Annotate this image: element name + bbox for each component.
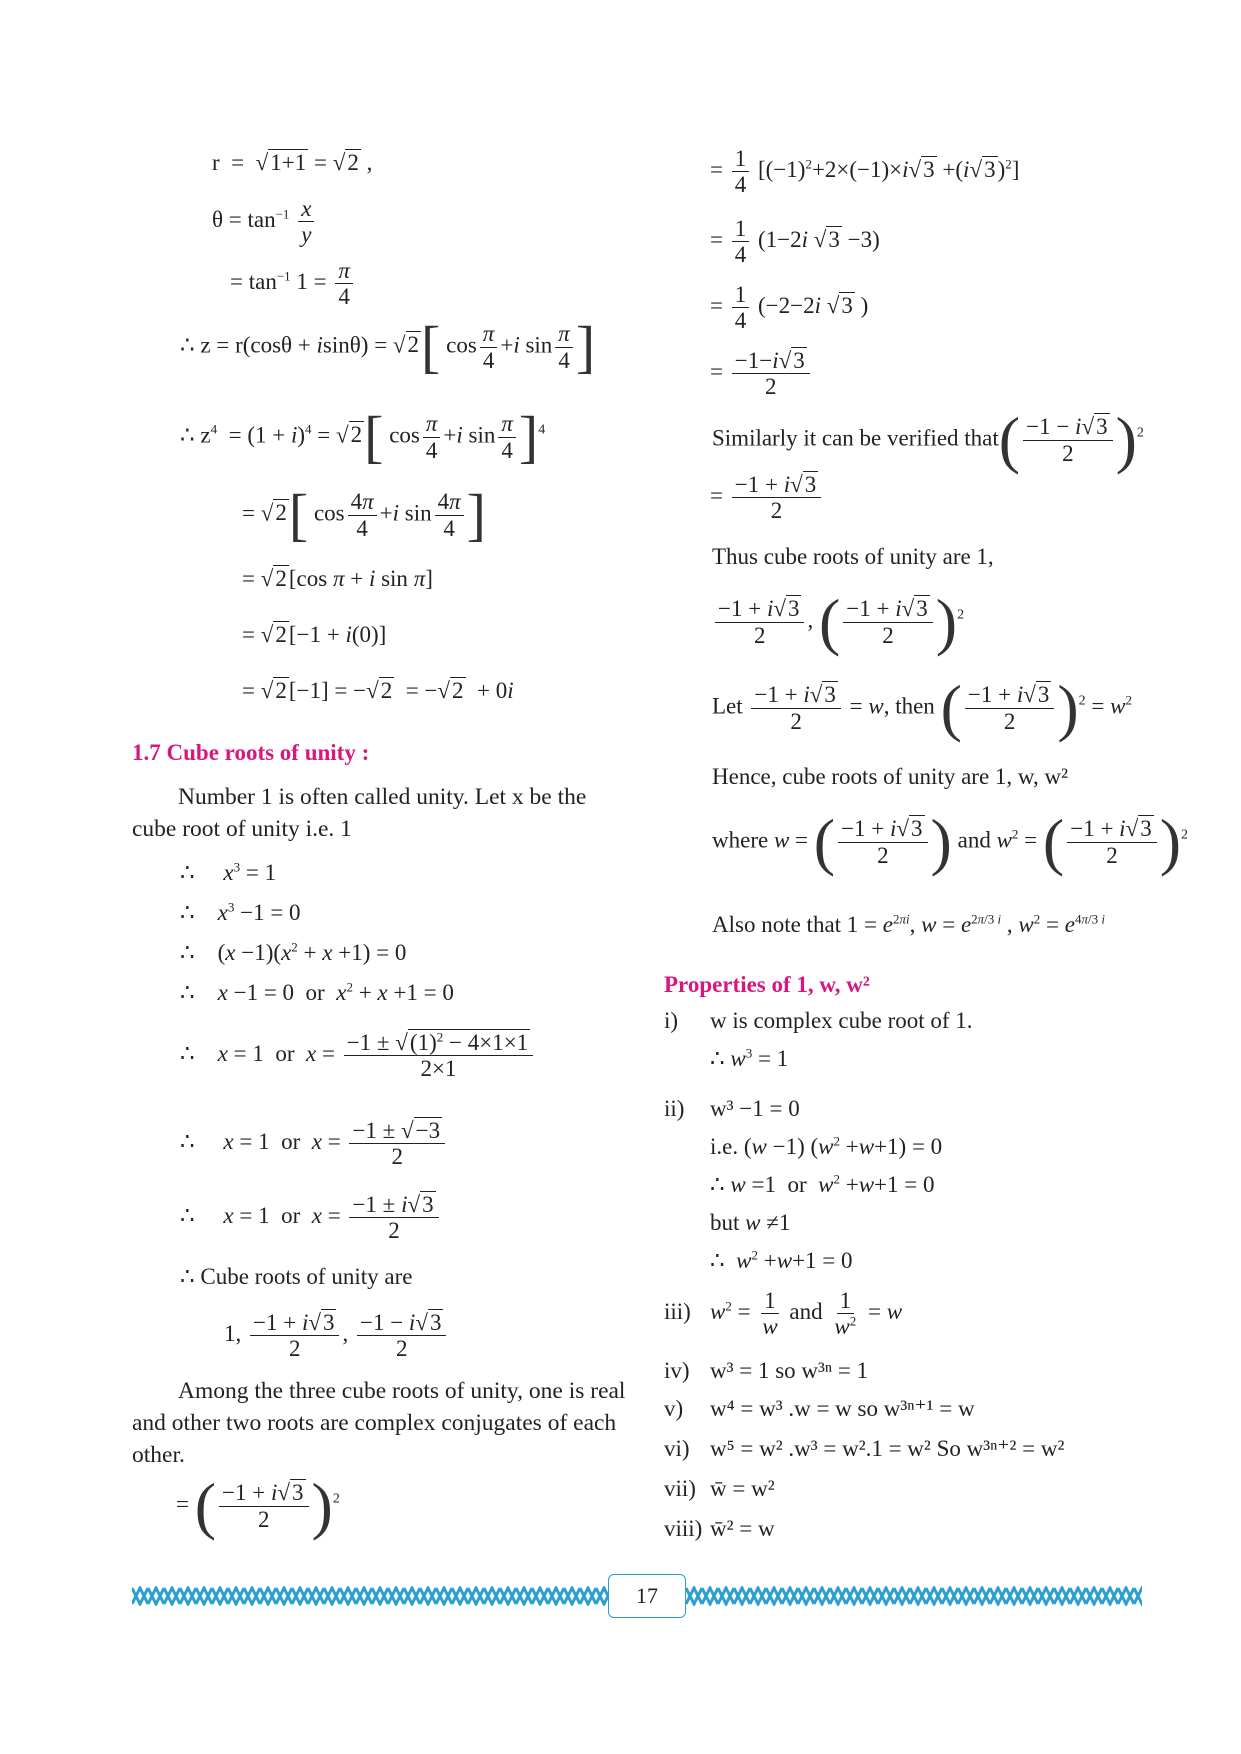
property-i-result: ∴ $w^3 = 1$ — [710, 1045, 789, 1071]
page-number: 17 — [608, 1574, 686, 1618]
property-ii — [664, 1096, 800, 1122]
footer-pattern-right — [686, 1586, 1142, 1606]
property-text: w̄² = w — [710, 1516, 775, 1541]
eq-similarly-result: = $\frac{-1 + i√3}{2}$ — [710, 472, 824, 524]
footer-pattern-left — [132, 1586, 608, 1606]
property-vii — [664, 1476, 775, 1502]
property-number: vii) — [664, 1476, 696, 1501]
property-i — [664, 1008, 973, 1034]
eq-z4-step2: = √2[cos π + i sin π] — [242, 566, 433, 591]
properties-heading: Properties of 1, w, w² — [664, 972, 870, 997]
property-number: iv) — [664, 1358, 690, 1383]
property-viii — [664, 1516, 775, 1542]
eq-z4-step3: = √2[−1 + i(0)] — [242, 622, 387, 647]
eq-x3: ∴ $x^3 = 1$ — [180, 859, 277, 885]
property-iv — [664, 1358, 868, 1384]
property-ii-step1: i.e. (w −1) $(w^2 +w+1) = 0$ — [710, 1133, 943, 1159]
similarly-line: Similarly it can be verified that( $\frac{-1 - i√3}{2}$ )$^2$ — [712, 404, 1144, 475]
property-ii-step3: but w ≠1 — [710, 1210, 791, 1235]
eq-sqrt-neg3: ∴ x = 1 or x = $\frac{-1 \pm √-3}{2}$ — [180, 1118, 448, 1170]
property-v — [664, 1396, 975, 1422]
property-text: w⁵ = w² .w³ = w².1 = w² So w³ⁿ⁺² = w² — [710, 1436, 1065, 1461]
eq-z4: ∴ $z^4 = (1 + i)^4 = √2$[ cos $\frac{\pi}{4}$ +i sin $\frac{\pi}{4}$ ]$^4$ — [180, 404, 546, 469]
hence-line: Hence, cube roots of unity are 1, w, w² — [712, 764, 1069, 789]
property-text: w³ −1 = 0 — [710, 1096, 800, 1121]
property-text: w³ = 1 so w³ⁿ = 1 — [710, 1358, 869, 1383]
page-footer — [132, 1574, 1142, 1618]
eq-cube-roots: 1, $\frac{-1 + i√3}{2}$ , $\frac{-1 - i√3}{2}$ — [224, 1310, 449, 1362]
eq-square-start: = ( $\frac{-1 + i√3}{2}$ )$^2$ — [176, 1470, 340, 1541]
eq-x3-minus1: ∴ $x^3 -1 = 0$ — [180, 899, 301, 925]
eq-theta: $\theta = \tan^{-1}$ $\frac{x}{y}$ — [212, 196, 317, 248]
eq-where-w: where w = ( $\frac{-1 + i√3}{2}$ ) and $w^2$ = ( $\frac{-1 + i√3}{2}$ )$^2$ — [712, 806, 1188, 877]
eq-i-root3: ∴ x = 1 or x = $\frac{-1 \pm i√3}{2}$ — [180, 1192, 442, 1244]
similarly-text: Similarly it can be verified that — [712, 425, 999, 451]
intro-paragraph: Number 1 is often called unity. Let x be the cube root of unity i.e. 1 — [132, 784, 587, 842]
eq-expand-3: = $\frac{1}{4}$ (−2−2i √3 ) — [710, 282, 869, 334]
property-ii-step4: ∴ $w^2 +w+1 = 0$ — [710, 1247, 853, 1273]
eq-z-polar: ∴ z = r(cosθ + isinθ) = √2[ cos $\frac{\pi}{4}$ +i sin $\frac{\pi}{4}$ ] — [180, 314, 596, 379]
property-number: i) — [664, 1008, 679, 1033]
section-heading: 1.7 Cube roots of unity : — [132, 740, 370, 765]
eq-z4-step4: = √2[−1] = −√2 = −√2 + 0i — [242, 678, 514, 703]
property-number: v) — [664, 1396, 684, 1421]
eq-expand-4: = $\frac{-1-i√3}{2}$ — [710, 348, 813, 400]
property-text: w is complex cube root of 1. — [710, 1008, 973, 1033]
property-iii: iii) $w^2$ = $\frac{1}{w}$ and $\frac{1}{w^2}$ = w — [664, 1288, 903, 1340]
eq-let-w: Let $\frac{-1 + i√3}{2}$ = w, then ( $\frac{-1 + i√3}{2}$ )$^2 = w^2$ — [712, 672, 1132, 743]
eq-quadratic: ∴ x = 1 or x = $\frac{-1 \pm √(1)^2 - 4\times 1\times 1}{2\times 1}$ — [180, 1030, 536, 1082]
eq-factor: ∴ $(x -1)(x^2 + x +1) = 0$ — [180, 939, 407, 965]
thus-line: Thus cube roots of unity are 1, — [712, 544, 994, 569]
property-number: ii) — [664, 1096, 685, 1121]
property-vi — [664, 1436, 1064, 1462]
property-text: w⁴ = w³ .w = w so w³ⁿ⁺¹ = w — [710, 1396, 975, 1421]
property-ii-step2: ∴ w =1 or $w^2 +w+1 = 0$ — [710, 1171, 935, 1197]
property-text: w̄ = w² — [710, 1476, 775, 1501]
eq-expand: = $\frac{1}{4}$ $[(-1)^2+2\times(-1)\times i√3 +(i√3)^2]$ — [710, 146, 1020, 198]
eq-cases: ∴ x −1 = 0 or $x^2 + x +1 = 0$ — [180, 979, 454, 1005]
eq-expand-2: = $\frac{1}{4}$ (1−2i √3 −3) — [710, 216, 880, 268]
eq-thus-roots: $\frac{-1 + i√3}{2}$ , ( $\frac{-1 + i√3}{2}$ )$^2$ — [712, 590, 964, 654]
property-number: viii) — [664, 1516, 703, 1541]
conclusion-paragraph: Among the three cube roots of unity, one is real and other two roots are complex conjugates of each other. — [132, 1378, 626, 1468]
eq-r: r = √1+1 = √2 , — [212, 150, 373, 175]
cube-roots-line: ∴ Cube roots of unity are — [180, 1264, 413, 1289]
eq-z4-step1: = √2[ cos $\frac{4\pi}{4}$ +i sin $\frac{4\pi}{4}$ ] — [242, 482, 486, 547]
property-number: vi) — [664, 1436, 690, 1461]
eq-also-note: Also note that $1 = e^{2\pi i}$, $w = e^{2\pi/3 i}$ , $w^2 = e^{4\pi/3 i}$ — [712, 911, 1105, 937]
eq-theta-value: = $\tan^{-1} 1$ = $\frac{\pi}{4}$ — [230, 258, 356, 310]
